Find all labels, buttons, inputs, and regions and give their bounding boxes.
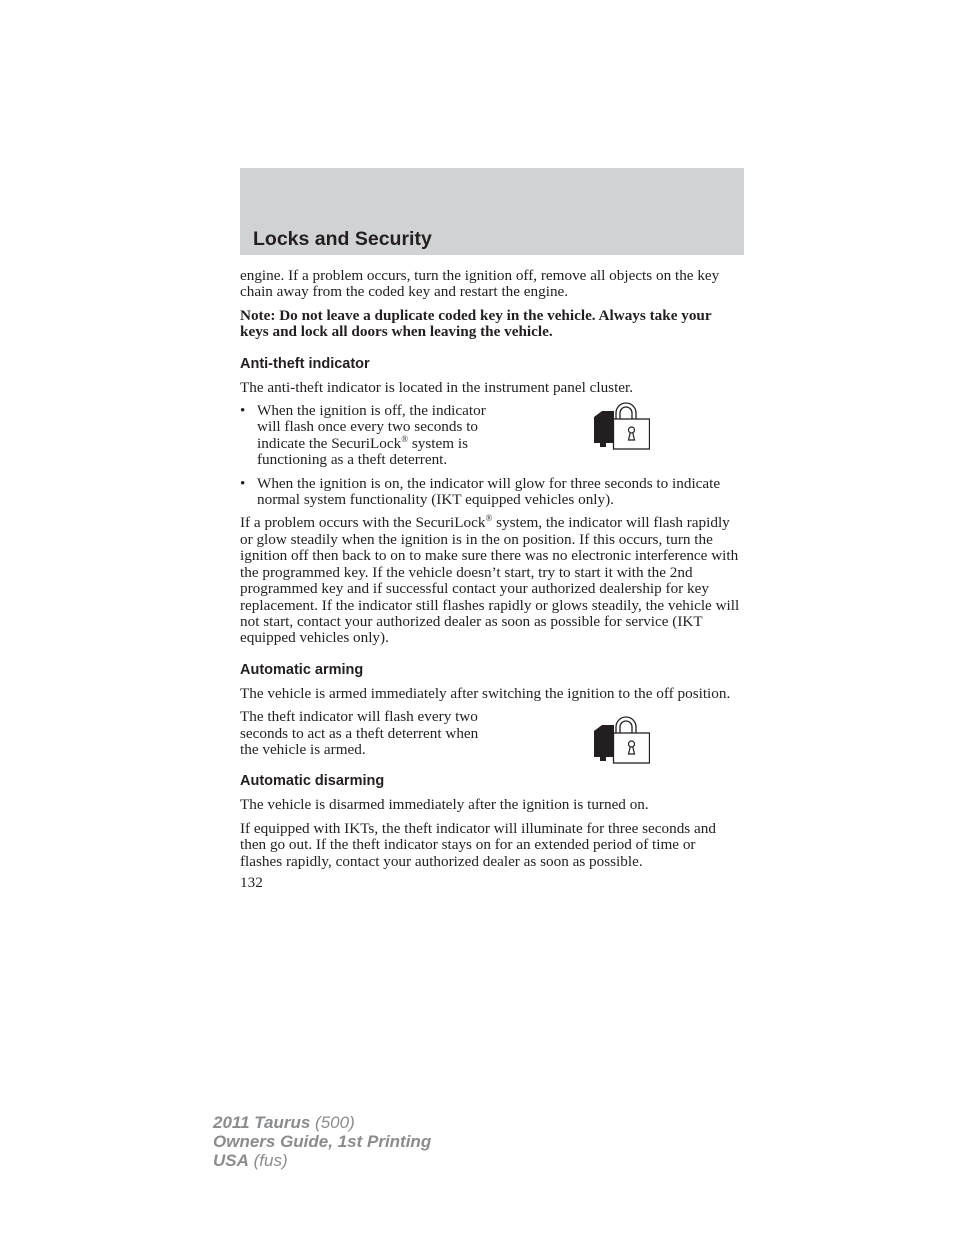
arming-flash-text: The theft indicator will flash every two seconds to act as a theft deterrent when the vehicle is armed.	[240, 708, 479, 758]
anti-theft-car-lock-icon	[592, 713, 650, 765]
footer-guide-line	[213, 1132, 431, 1151]
note-paragraph: Note: Do not leave a duplicate coded key in the vehicle. Always take your keys and lock all doors when leaving the vehicle.	[240, 306, 712, 341]
automatic-disarming-text: The vehicle is disarmed immediately after the ignition is turned on.	[240, 796, 649, 814]
registered-mark: ®	[485, 513, 493, 524]
bullet-ignition-off-text-end: system is functioning as a theft deterrent.	[257, 434, 468, 469]
automatic-arming-text: The vehicle is armed immediately after switching the ignition to the off position.	[240, 684, 731, 702]
footer-model-code: (500)	[310, 1113, 355, 1132]
page-number: 132	[240, 873, 263, 891]
bullet-ignition-off	[240, 403, 492, 469]
footer-model: 2011 Taurus	[213, 1113, 311, 1132]
footer-guide: Owners Guide, 1st Printing	[213, 1132, 432, 1151]
problem-text: If a problem occurs with the SecuriLock	[240, 514, 486, 532]
bullet-with-icon-row	[240, 403, 740, 476]
ikt-paragraph: If equipped with IKTs, the theft indicator will illuminate for three seconds and then go out. If the theft indicator stays on for an extended period of time or flashes rapidly, contact your authorized dealer as soon as possible.	[240, 819, 716, 870]
anti-theft-car-lock-icon	[592, 399, 650, 451]
page-content	[240, 268, 740, 891]
section-header-band	[240, 168, 744, 255]
bullet-ignition-on-text: When the ignition is on, the indicator will glow for three seconds to indicate normal system functionality (IKT equipped vehicles only).	[257, 474, 721, 509]
registered-mark: ®	[401, 433, 409, 444]
bullet-dot: •	[240, 474, 246, 492]
anti-theft-location-text: The anti-theft indicator is located in the instrument panel cluster.	[240, 378, 634, 396]
bullet-dot: •	[240, 402, 246, 420]
problem-text-end: system, the indicator will flash rapidly or glow steadily when the ignition is in the on position. If this occurs, turn the ignition off then back to on to make sure there was no electronic interference with the programmed key. If the vehicle doesn’t start, try to start it with the 2nd programmed key and if successful contact your authorized dealership for key replacement. If the indicator still flashes rapidly or glows steadily, the vehicle will not start, contact your authorized dealer as soon as possible for service (IKT equipped vehicles only).	[240, 514, 740, 647]
footer-model-line	[213, 1113, 431, 1132]
problem-paragraph	[240, 515, 740, 646]
footer-region: USA	[213, 1151, 249, 1170]
bullet-ignition-on	[240, 476, 740, 509]
footer-region-line	[213, 1151, 431, 1170]
bullet-ignition-off-text: When the ignition is off, the indicator will flash once every two seconds to indicate the SecuriLock	[257, 402, 486, 452]
anti-theft-heading: Anti-theft indicator	[240, 355, 370, 372]
automatic-disarming-heading: Automatic disarming	[240, 773, 385, 790]
intro-paragraph: engine. If a problem occurs, turn the ignition off, remove all objects on the key chain away from the coded key and restart the engine.	[240, 267, 720, 301]
footer-region-code: (fus)	[248, 1151, 288, 1170]
footer	[213, 1113, 431, 1170]
arming-with-icon-row	[240, 709, 740, 772]
automatic-arming-heading: Automatic arming	[240, 661, 364, 678]
section-title: Locks and Security	[253, 228, 432, 250]
